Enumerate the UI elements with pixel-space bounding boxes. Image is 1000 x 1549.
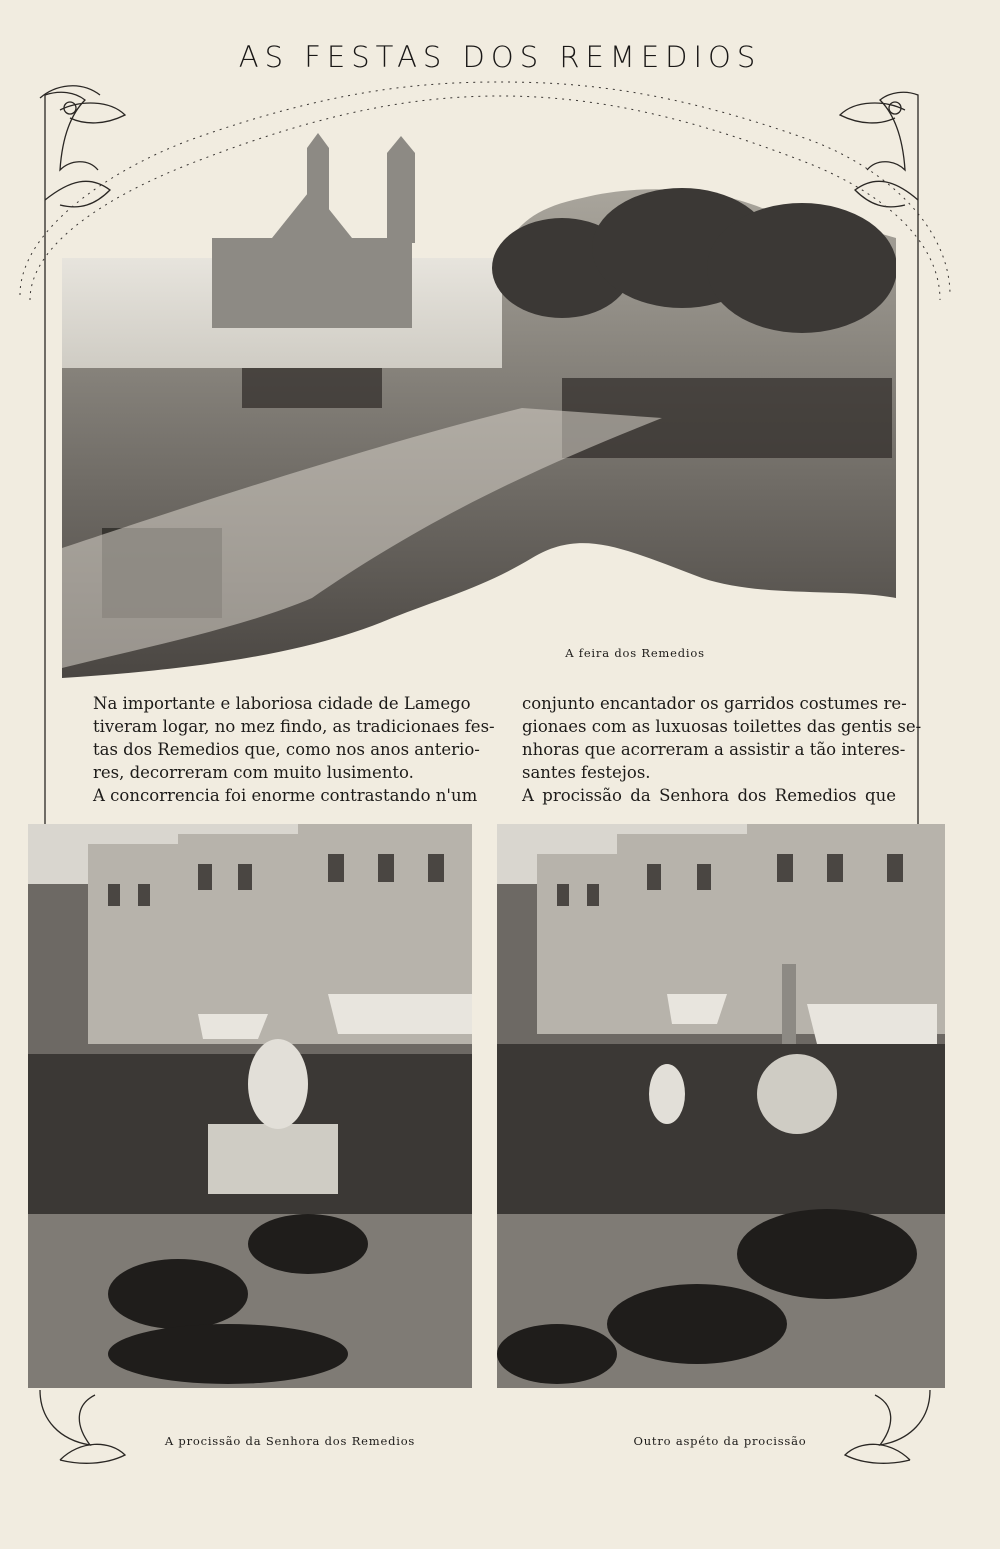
page-title: AS FESTAS DOS REMEDIOS bbox=[238, 40, 762, 74]
text-line: res, decorreram com muito lusimento. bbox=[93, 763, 414, 782]
text-line: nhoras que acorreram a assistir a tão interes- bbox=[522, 740, 906, 759]
photo-procession bbox=[28, 824, 472, 1388]
text-line: gionaes com as luxuosas toilettes das gentis se- bbox=[522, 717, 922, 736]
text-line: santes festejos. bbox=[522, 763, 651, 782]
text-line: tas dos Remedios que, como nos anos anterio- bbox=[93, 740, 480, 759]
text-line: A concorrencia foi enorme contrastando n'um bbox=[93, 786, 478, 805]
caption-fair: A feira dos Remedios bbox=[565, 646, 705, 660]
photo-procession-2 bbox=[497, 824, 945, 1388]
article-column-left bbox=[93, 692, 495, 807]
caption-procession-2: Outro aspéto da procissão bbox=[633, 1434, 807, 1448]
article-column-right bbox=[522, 692, 922, 807]
photo-fair bbox=[62, 128, 896, 678]
text-line: Na importante e laboriosa cidade de Lamego bbox=[93, 694, 471, 713]
caption-procession: A procissão da Senhora dos Remedios bbox=[164, 1434, 416, 1448]
text-line: A procissão da Senhora dos Remedios que bbox=[522, 786, 896, 805]
text-line: conjunto encantador os garridos costumes re- bbox=[522, 694, 907, 713]
text-line: tiveram logar, no mez findo, as tradicionaes fes- bbox=[93, 717, 495, 736]
